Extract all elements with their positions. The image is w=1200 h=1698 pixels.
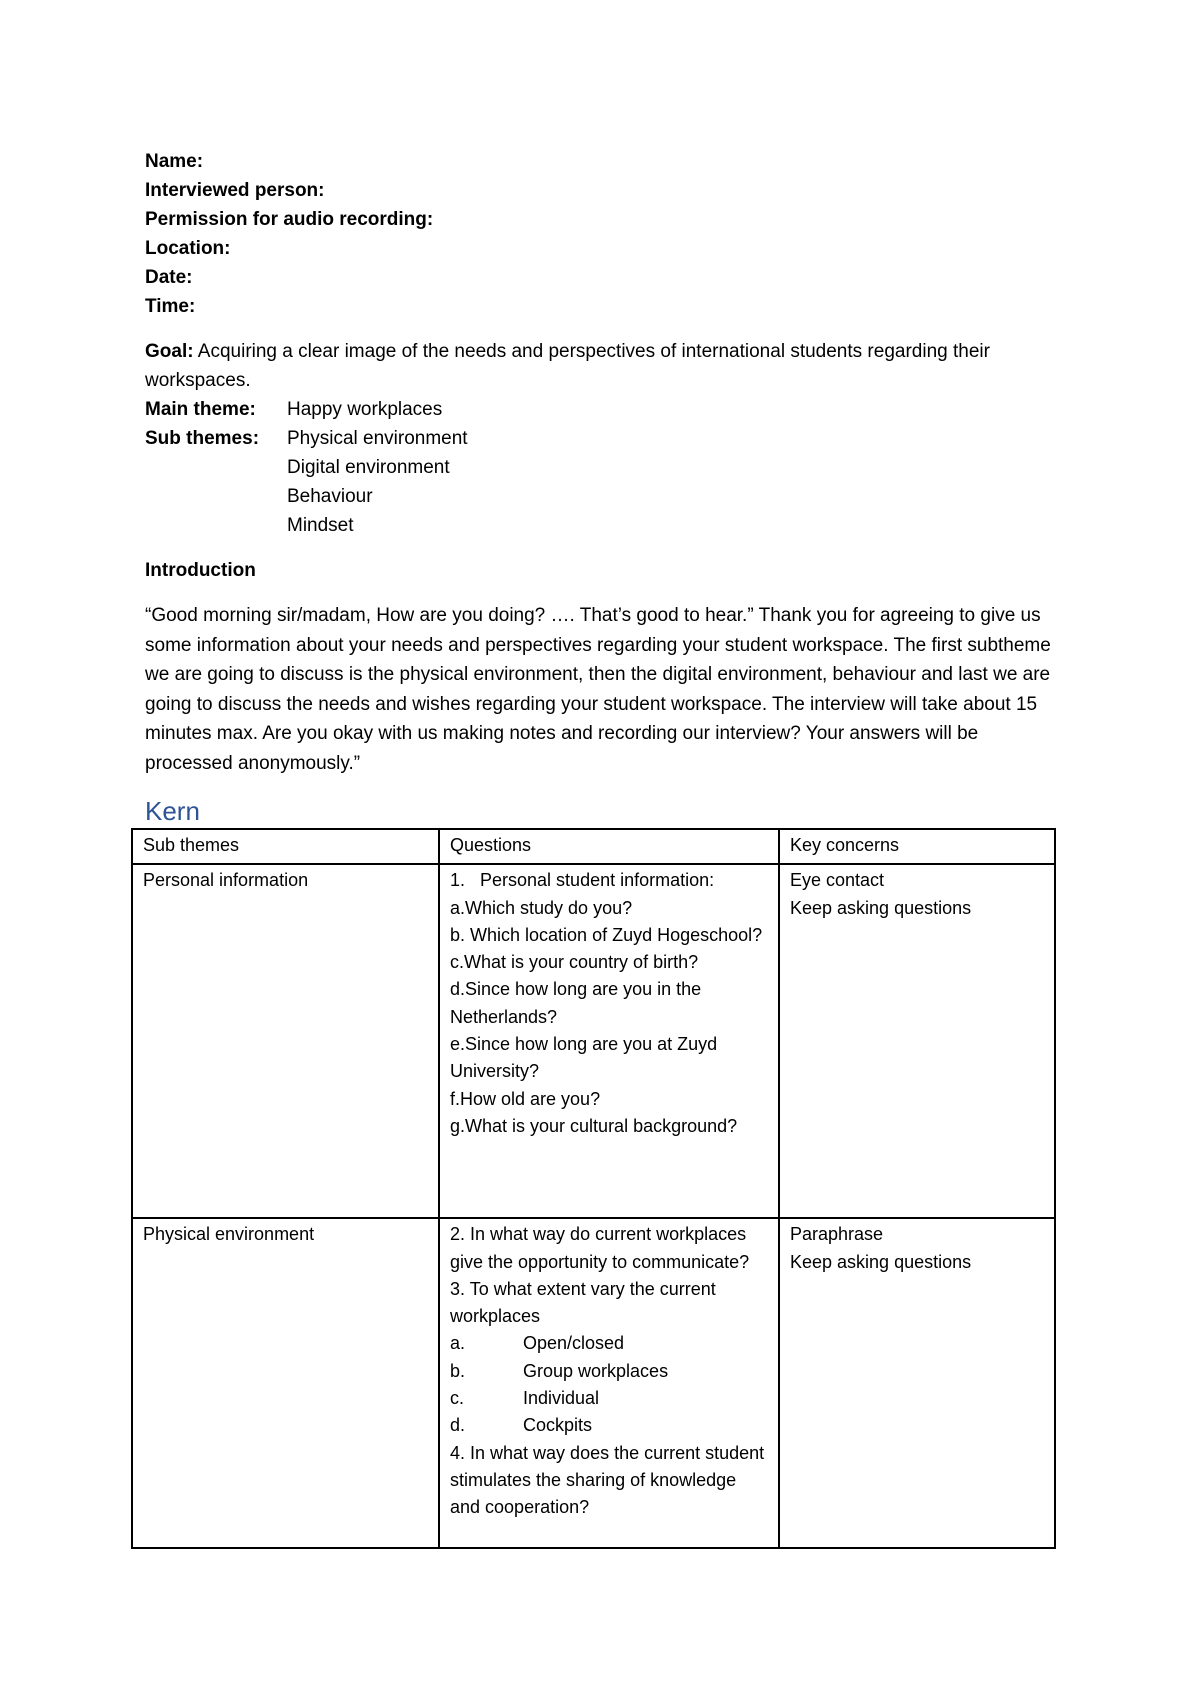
main-theme-row	[145, 395, 1055, 424]
key-concerns-cell	[779, 1218, 1055, 1548]
field-date-label: Date:	[145, 267, 193, 288]
header-fields	[145, 147, 1055, 321]
introduction-heading: Introduction	[145, 560, 256, 581]
kern-heading: Kern	[145, 796, 200, 826]
sub-theme-value: Behaviour	[287, 486, 373, 507]
question-item: d.Since how long are you in the Netherlands?	[450, 979, 702, 1027]
questions-cell	[439, 864, 779, 1218]
question-sub-item	[450, 1330, 768, 1357]
question-item: c.What is your country of birth?	[450, 952, 699, 973]
sub-item-letter: c.	[450, 1388, 465, 1409]
field-location-label: Location:	[145, 238, 231, 259]
sub-item-letter: a.	[450, 1333, 466, 1354]
sub-theme-value: Digital environment	[287, 457, 450, 478]
sub-item-text: Individual	[523, 1388, 600, 1409]
question-item: 3. To what extent vary the current workplaces	[450, 1278, 716, 1327]
key-concern: Keep asking questions	[790, 1251, 972, 1272]
field-interviewed-person-label: Interviewed person:	[145, 180, 325, 201]
main-theme-value: Happy workplaces	[287, 399, 443, 420]
question-title: 1. Personal student information:	[450, 870, 715, 891]
key-concern: Paraphrase	[790, 1224, 884, 1245]
sub-theme-row	[145, 482, 1055, 511]
sub-item-letter: b.	[450, 1360, 466, 1381]
sub-theme-row	[145, 511, 1055, 540]
question-item: e.Since how long are you at Zuyd University?	[450, 1034, 718, 1082]
sub-item-text: Group workplaces	[523, 1360, 669, 1381]
key-concerns-cell	[779, 864, 1055, 1218]
sub-theme-value: Physical environment	[287, 428, 468, 449]
sub-item-text: Cockpits	[523, 1415, 593, 1436]
document-page	[145, 147, 1055, 828]
goal-text: Acquiring a clear image of the needs and perspectives of international students regarding their workspaces.	[145, 341, 990, 391]
sub-theme-row	[145, 424, 1055, 453]
question-item: 4. In what way does the current student stimulates the sharing of knowledge and cooperation?	[450, 1442, 765, 1518]
question-sub-item	[450, 1385, 768, 1412]
question-item: f.How old are you?	[450, 1088, 601, 1109]
sub-themes-label: Sub themes:	[145, 428, 260, 449]
question-item: 2. In what way do current workplaces give the opportunity to communicate?	[450, 1224, 750, 1272]
field-permission-label: Permission for audio recording:	[145, 209, 434, 230]
introduction-text: “Good morning sir/madam, How are you doing? …. That’s good to hear.” Thank you for agreeing to give us some information about your needs and perspectives regarding your student workspace. The first subtheme we are going to discuss is the physical environment, then the digital environment, behaviour and last we are going to discuss the needs and wishes regarding your student workspace. The interview will take about 15 minutes max. Are you okay with us making notes and recording our interview? Your answers will be processed anonymously.”	[145, 605, 1051, 774]
field-time-label: Time:	[145, 296, 196, 317]
column-header-questions: Questions	[439, 829, 779, 864]
key-concern: Eye contact	[790, 870, 885, 891]
key-concern: Keep asking questions	[790, 897, 972, 918]
field-name-label: Name:	[145, 151, 204, 172]
kern-table	[131, 828, 1056, 1549]
main-theme-label: Main theme:	[145, 399, 256, 420]
sub-theme-cell: Physical environment	[132, 1218, 439, 1548]
questions-cell	[439, 1218, 779, 1548]
question-item: b. Which location of Zuyd Hogeschool?	[450, 924, 763, 945]
sub-theme-row	[145, 453, 1055, 482]
table-row	[132, 864, 1055, 1218]
sub-theme-value: Mindset	[287, 515, 354, 536]
goal-label: Goal:	[145, 341, 194, 362]
question-item: g.What is your cultural background?	[450, 1115, 738, 1136]
sub-item-letter: d.	[450, 1415, 466, 1436]
sub-theme-cell: Personal information	[132, 864, 439, 1218]
column-header-sub-themes: Sub themes	[132, 829, 439, 864]
question-sub-item	[450, 1358, 768, 1385]
column-header-key-concerns: Key concerns	[779, 829, 1055, 864]
sub-item-text: Open/closed	[523, 1333, 625, 1354]
table-row	[132, 1218, 1055, 1548]
goal-paragraph	[145, 337, 1055, 395]
table-header-row	[132, 829, 1055, 864]
question-sub-item	[450, 1412, 768, 1439]
question-item: a.Which study do you?	[450, 897, 633, 918]
